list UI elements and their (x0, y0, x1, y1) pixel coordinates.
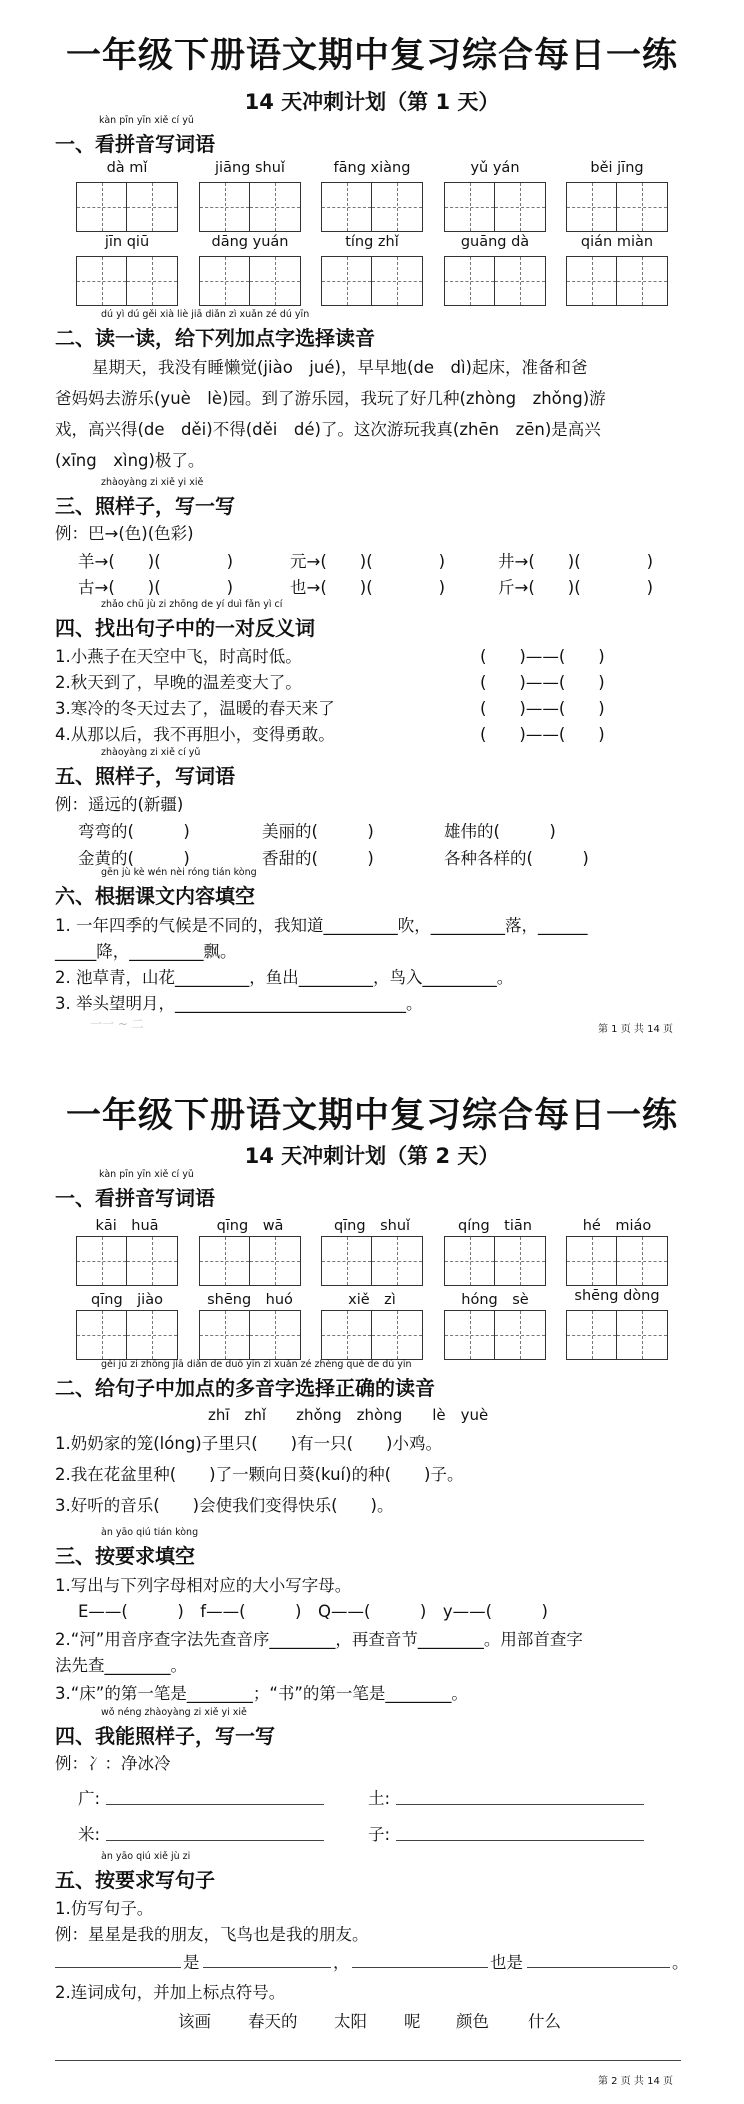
tianzige-box[interactable] (76, 256, 178, 306)
tianzige-box[interactable] (321, 256, 423, 306)
polyphone-sentence[interactable]: 2.我在花盆里种( )了一颗向日葵(kuí)的种( )子。 (55, 1465, 464, 1484)
tianzige-box[interactable] (444, 256, 546, 306)
pinyin-label: běi jīng (590, 160, 644, 176)
section-3-heading: zhàoyàng zi xiě yi xiě 三、照样子，写一写 (55, 477, 235, 518)
word-chip: 什么 (528, 2012, 561, 2031)
pinyin-label: qīng shuǐ (333, 1218, 411, 1234)
polyphone-sentence[interactable]: 3.好听的音乐( )会使我们变得快乐( )。 (55, 1496, 394, 1515)
answer-line[interactable] (396, 1840, 644, 1841)
word-chip: 春天的 (248, 2012, 298, 2031)
answer-line[interactable] (527, 1967, 670, 1968)
tianzige-box[interactable] (566, 1310, 668, 1360)
section-4-heading: wǒ néng zhàoyàng zi xiě yi xiě 四、我能照样子，写一写 (55, 1707, 275, 1748)
reading-options: zhī zhǐ zhǒng zhòng lè yuè (208, 1406, 489, 1424)
pinyin-label: qīng wā (216, 1218, 284, 1234)
sentence-item: 3.寒冷的冬天过去了，温暖的春天来了 (55, 699, 335, 718)
page-subtitle: 14 天冲刺计划（第 2 天） (244, 1144, 500, 1168)
pinyin-label: hé miáo (582, 1218, 652, 1234)
page-title: 一年级下册语文期中复习综合每日一练 (65, 36, 678, 76)
page-subtitle: 14 天冲刺计划（第 1 天） (244, 90, 500, 114)
fill-item[interactable]: 美丽的( ) (262, 822, 374, 841)
tianzige-box[interactable] (199, 1310, 301, 1360)
section-2-heading: dú yì dú gěi xià liè jiā diǎn zì xuǎn zé dú yīn 二、读一读，给下列加点字选择读音 (55, 309, 375, 350)
tianzige-box[interactable] (444, 182, 546, 232)
tianzige-box[interactable] (76, 1236, 178, 1286)
pinyin-label: qíng tiān (458, 1218, 532, 1234)
page-title: 一年级下册语文期中复习综合每日一练 (65, 1096, 678, 1136)
section-pinyin: gěi jù zi zhōng jiā diǎn de duō yīn zì xuǎn zé zhèng què de dú yīn (101, 1359, 412, 1370)
sentence-word: 是 (183, 1953, 200, 1972)
answer-line[interactable] (55, 1967, 181, 1968)
section-2-heading: gěi jù zi zhōng jiā diǎn de duō yīn zì xuǎn zé zhèng què de dú yīn 二、给句子中加点的多音字选择正确的读音 (55, 1359, 435, 1400)
sentence-item: 1.小燕子在天空中飞，时高时低。 (55, 647, 302, 666)
example-text: 例：冫：净冰冷 (55, 1754, 171, 1773)
section-pinyin: zhàoyàng zi xiě cí yǔ (101, 747, 201, 758)
fill-line[interactable]: 2. 池草青，山花_________，鱼出_________，鸟入_________。 (55, 968, 514, 987)
sentence-item: 4.从那以后，我不再胆小，变得勇敢。 (55, 725, 335, 744)
answer-line[interactable] (396, 1804, 644, 1805)
antonym-blank[interactable]: ( )——( ) (480, 673, 605, 692)
section-pinyin: dú yì dú gěi xià liè jiā diǎn zì xuǎn zé dú yīn (101, 309, 310, 320)
fill-line[interactable]: _____降，_________飘。 (55, 942, 237, 961)
fill-line[interactable]: 2.“河”用音序查字法先查音序________，再查音节________。用部首查字 (55, 1630, 583, 1649)
section-pinyin: zhàoyàng zi xiě yi xiě (101, 477, 204, 488)
word-chip: 太阳 (334, 2012, 367, 2031)
section-pinyin: kàn pīn yīn xiě cí yǔ (99, 1169, 194, 1180)
tianzige-box[interactable] (566, 256, 668, 306)
answer-line[interactable] (106, 1804, 324, 1805)
antonym-blank[interactable]: ( )——( ) (480, 699, 605, 718)
fill-line[interactable]: 3.“床”的第一笔是________；“书”的第一笔是________。 (55, 1684, 468, 1703)
tianzige-box[interactable] (199, 1236, 301, 1286)
word-chip: 颜色 (456, 2012, 489, 2031)
fill-item[interactable]: 金黄的( ) (78, 849, 190, 868)
section-pinyin: wǒ néng zhàoyàng zi xiě yi xiě (101, 1707, 247, 1718)
pinyin-label: jīn qiū (104, 234, 150, 250)
tianzige-box[interactable] (76, 182, 178, 232)
answer-line[interactable] (55, 2060, 681, 2061)
word-chip: 该画 (178, 2012, 211, 2031)
radical-label: 米: (78, 1825, 101, 1844)
fill-item[interactable]: 也→( )( ) (290, 578, 446, 597)
fill-item[interactable]: 古→( )( ) (78, 578, 234, 597)
answer-line[interactable] (352, 1967, 488, 1968)
radical-label: 土: (368, 1789, 391, 1808)
section-pinyin: àn yāo qiú xiě jù zi (101, 1851, 191, 1862)
antonym-blank[interactable]: ( )——( ) (480, 647, 605, 666)
passage-line: 爸妈妈去游乐(yuè lè)园。到了游乐园，我玩了好几种(zhòng zhǒng)游 (55, 389, 606, 408)
page-number: 第 2 页 共 14 页 (598, 2076, 673, 2087)
pinyin-label: guāng dà (460, 234, 530, 250)
pinyin-label: qián miàn (580, 234, 654, 250)
section-1-heading: kàn pīn yīn xiě cí yǔ 一、看拼音写词语 (55, 115, 215, 156)
faint-cutoff-text: 一一 ~ 二 (90, 1017, 144, 1031)
fill-item[interactable]: 雄伟的( ) (444, 822, 556, 841)
pinyin-label: xiě zì (348, 1292, 396, 1308)
tianzige-box[interactable] (199, 256, 301, 306)
fill-item[interactable]: 弯弯的( ) (78, 822, 190, 841)
comma: ， (333, 1953, 350, 1972)
fill-item[interactable]: 井→( )( ) (498, 552, 654, 571)
instruction-line: 1.仿写句子。 (55, 1899, 154, 1918)
fill-item[interactable]: 元→( )( ) (290, 552, 446, 571)
fill-item[interactable]: 斤→( )( ) (498, 578, 654, 597)
pinyin-label: dāng yuán (211, 234, 289, 250)
section-6-heading: gēn jù kè wén nèi róng tián kòng 六、根据课文内容填空 (55, 867, 257, 908)
tianzige-box[interactable] (321, 1310, 423, 1360)
tianzige-box[interactable] (199, 182, 301, 232)
passage-line: (xīng xìng)极了。 (55, 451, 205, 470)
tianzige-box[interactable] (321, 1236, 423, 1286)
section-pinyin: gēn jù kè wén nèi róng tián kòng (101, 867, 257, 878)
passage-line: 戏，高兴得(de děi)不得(děi dé)了。这次游玩我真(zhēn zēn)是高兴 (55, 420, 601, 439)
example-text: 例：遥远的(新疆) (55, 795, 184, 814)
pinyin-label: shēng huó (207, 1292, 293, 1308)
pinyin-label: hóng sè (461, 1292, 529, 1308)
pinyin-label: qīng jiào (91, 1292, 163, 1308)
pinyin-label: shēng dòng (574, 1288, 660, 1304)
pinyin-label: kāi huā (95, 1218, 159, 1234)
tianzige-box[interactable] (566, 182, 668, 232)
tianzige-box[interactable] (444, 1310, 546, 1360)
pinyin-label: fāng xiàng (333, 160, 411, 176)
answer-line[interactable] (106, 1840, 324, 1841)
polyphone-sentence[interactable]: 1.奶奶家的笼(lóng)子里只( )有一只( )小鸡。 (55, 1434, 442, 1453)
fill-item[interactable]: 香甜的( ) (262, 849, 374, 868)
pinyin-label: jiāng shuǐ (215, 160, 285, 176)
word-chip: 呢 (404, 2012, 421, 2031)
tianzige-box[interactable] (566, 1236, 668, 1286)
tianzige-box[interactable] (76, 1310, 178, 1360)
section-5-heading: àn yāo qiú xiě jù zi 五、按要求写句子 (55, 1851, 215, 1892)
worksheet-page-2 (0, 1052, 744, 2104)
passage-line: 星期天，我没有睡懒觉(jiào jué)，早早地(de dì)起床，准备和爸 (92, 358, 588, 377)
tianzige-box[interactable] (444, 1236, 546, 1286)
radical-label: 广: (78, 1789, 101, 1808)
period: 。 (672, 1953, 689, 1972)
section-4-heading: zhǎo chū jù zi zhōng de yí duì fǎn yì cí 四、找出句子中的一对反义词 (55, 599, 315, 640)
section-pinyin: kàn pīn yīn xiě cí yǔ (99, 115, 194, 126)
pinyin-label: dà mǐ (106, 160, 148, 176)
example-text: 例：巴→(色)(色彩) (55, 524, 194, 543)
antonym-blank[interactable]: ( )——( ) (480, 725, 605, 744)
instruction-line: 2.连词成句，并加上标点符号。 (55, 1983, 286, 2002)
fill-line[interactable]: 法先查________。 (55, 1656, 187, 1675)
sentence-item: 2.秋天到了，早晚的温差变大了。 (55, 673, 302, 692)
fill-item[interactable]: 羊→( )( ) (78, 552, 234, 571)
radical-label: 子: (368, 1825, 391, 1844)
answer-line[interactable] (203, 1967, 331, 1968)
section-pinyin: àn yāo qiú tián kòng (101, 1527, 199, 1538)
section-5-heading: zhàoyàng zi xiě cí yǔ 五、照样子，写词语 (55, 747, 235, 788)
section-3-heading: àn yāo qiú tián kòng 三、按要求填空 (55, 1527, 199, 1568)
instruction-line: 1.写出与下列字母相对应的大小写字母。 (55, 1576, 352, 1595)
pinyin-label: tíng zhǐ (345, 234, 399, 250)
fill-line[interactable]: 1. 一年四季的气候是不同的，我知道_________吹，_________落，______ (55, 916, 588, 935)
section-1-heading: kàn pīn yīn xiě cí yǔ 一、看拼音写词语 (55, 1169, 215, 1210)
example-text: 例：星星是我的朋友，飞鸟也是我的朋友。 (55, 1925, 369, 1944)
tianzige-box[interactable] (321, 182, 423, 232)
section-pinyin: zhǎo chū jù zi zhōng de yí duì fǎn yì cí (101, 599, 283, 610)
fill-line[interactable]: 3. 举头望明月，____________________________。 (55, 994, 423, 1013)
fill-item[interactable]: 各种各样的( ) (444, 849, 589, 868)
sentence-word: 也是 (490, 1953, 523, 1972)
letter-blanks[interactable]: E——( ) f——( ) Q——( ) y——( ) (78, 1602, 548, 1621)
pinyin-label: yǔ yán (470, 160, 520, 176)
page-number: 第 1 页 共 14 页 (598, 1024, 673, 1035)
